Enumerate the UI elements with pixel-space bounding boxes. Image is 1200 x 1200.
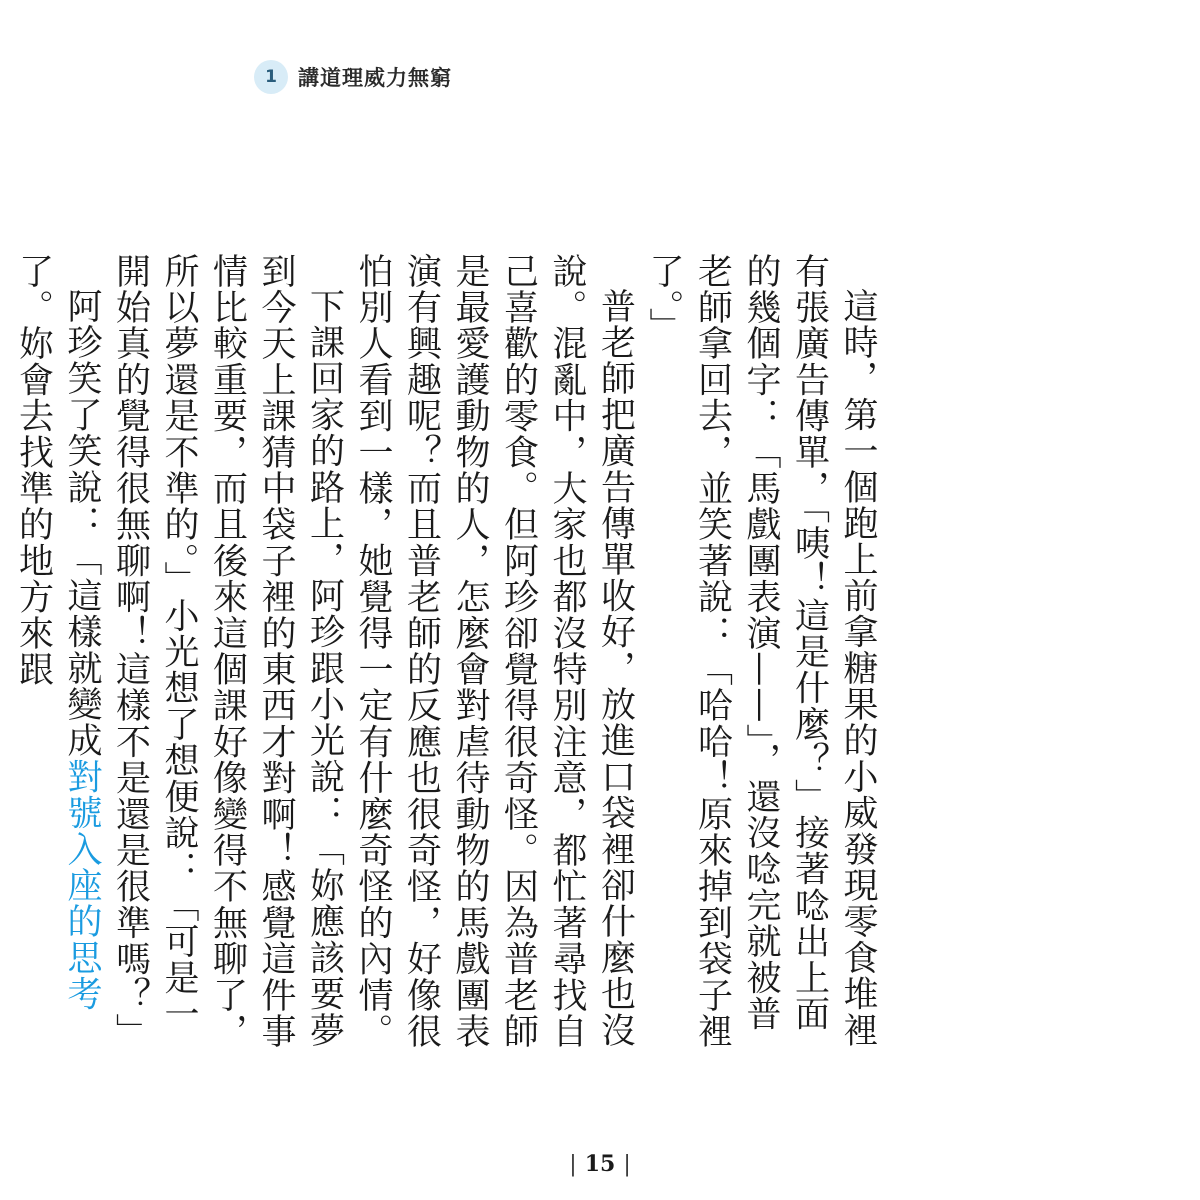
paragraph-text: 阿珍笑了笑說：「這樣就變成 — [62, 288, 102, 759]
paragraph: 普老師把廣告傳單收好，放進口袋裡卻什麼也沒說。混亂中，大家也都沒特別注意，都忙著尋找自己喜歡的零食。但阿珍卻覺得很奇怪。因為普老師是最愛護動物的人，怎麼會對虐待動物的馬戲團表演有興趣呢？而且普老師的反應也很奇怪，好像很怕別人看到一樣，她覺得一定有什麼奇怪的內情。 — [353, 253, 636, 1050]
chapter-number-badge: 1 — [254, 60, 288, 94]
paragraph: 這時，第一個跑上前拿糖果的小威發現零食堆裡有張廣告傳單，「咦！這是什麼？」接著唸出上面的幾個字：「馬戲團表演——」，還沒唸完就被普老師拿回去，並笑著說：「哈哈！原來掉到袋子裡了。」 — [644, 253, 878, 1050]
paragraph-last — [9, 253, 106, 1053]
folio-bar-right: | — [623, 1152, 631, 1177]
chapter-title: 講道理威力無窮 — [298, 66, 452, 90]
body-text — [9, 253, 882, 1053]
page-footer — [0, 1151, 1200, 1177]
paragraph: 下課回家的路上，阿珍跟小光說：「妳應該要夢到今天上課猜中袋子裡的東西才對啊！感覺這件事情比較重要，而且後來這個課好像變得不無聊了，所以夢還是不準的。」小光想了想便說：「可是一開始真的覺得很無聊啊！這樣不是還是很準嗎？」 — [110, 253, 345, 1050]
folio-bar-left: | — [569, 1152, 577, 1177]
page-number: 15 — [584, 1151, 616, 1177]
running-header — [254, 60, 452, 94]
highlighted-term: 對號入座的思考 — [62, 758, 102, 1013]
paragraph-text: 了。妳會去找準的地方來跟 — [13, 253, 54, 688]
